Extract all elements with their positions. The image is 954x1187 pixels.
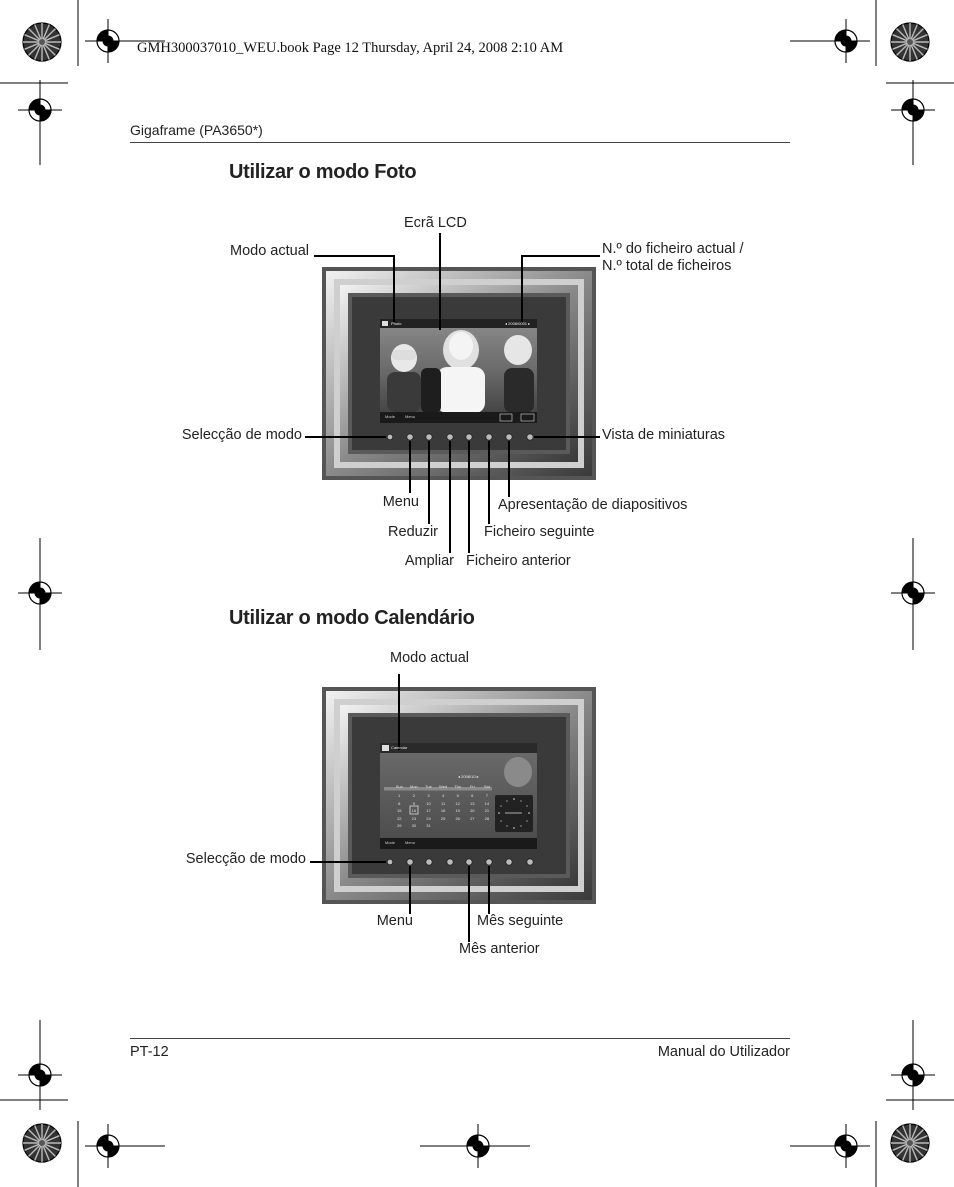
calendar-day: 23: [411, 815, 417, 821]
section-title-calendar: Utilizar o modo Calendário: [229, 607, 475, 629]
calendar-weekday: Mon: [410, 784, 418, 789]
calendar-day: 20: [470, 808, 475, 814]
calendar-day: 31: [426, 823, 431, 829]
calendar-day: 5: [456, 793, 459, 798]
label-prev-file: Ficheiro anterior: [466, 553, 571, 569]
label-lcd: Ecrã LCD: [404, 215, 467, 231]
calendar-day: 19: [455, 808, 460, 814]
label-slideshow: Apresentação de diapositivos: [498, 497, 688, 513]
prev-month-button: [466, 859, 472, 865]
calendar-day: 17: [426, 808, 431, 814]
calendar-day: 22: [397, 815, 402, 821]
calendar-weekday: Thu: [454, 784, 462, 789]
calendar-day: 10: [426, 800, 431, 806]
cal-menu-button: [407, 859, 413, 865]
calendar-month-text: ◂ 2008/10 ▸: [458, 774, 479, 779]
calendar-day: 16: [411, 808, 417, 814]
label-zoom-out: Reduzir: [388, 524, 438, 540]
photo-mode-text: Photo: [391, 321, 402, 326]
section-title-photo: Utilizar o modo Foto: [229, 161, 417, 183]
calendar-day: 6: [471, 793, 474, 798]
calendar-day: 13: [470, 800, 475, 806]
analog-clock: [495, 795, 533, 832]
label-prev-month: Mês anterior: [459, 941, 540, 957]
calendar-day: 24: [426, 815, 431, 821]
calendar-weekday: Fri: [469, 784, 475, 789]
calendar-softkey-menu: Menu: [405, 840, 416, 845]
calendar-day: 28: [484, 815, 490, 821]
calendar-day: 3: [427, 793, 430, 798]
next-month-button: [486, 859, 492, 865]
photo-softkey-mode: Mode: [385, 414, 396, 419]
calendar-day: 15: [397, 808, 402, 814]
footer-rule: [130, 1038, 790, 1039]
label-cal-current-mode: Modo actual: [390, 650, 469, 666]
calendar-day: 12: [455, 800, 460, 806]
print-info: GMH300037010_WEU.book Page 12 Thursday, April 24, 2008 2:10 AM: [137, 40, 564, 56]
calendar-day: 30: [411, 823, 417, 829]
calendar-day: 7: [485, 793, 488, 798]
calendar-day: 25: [440, 815, 446, 821]
label-thumbnail-view: Vista de miniaturas: [602, 427, 726, 443]
calendar-softkey-mode: Mode: [385, 840, 396, 845]
label-next-month: Mês seguinte: [477, 913, 564, 929]
calendar-mode-text: Calendar: [391, 745, 408, 750]
calendar-day: 1: [398, 793, 401, 798]
calendar-weekday: Wed: [439, 784, 448, 789]
calendar-day: 21: [484, 808, 490, 814]
label-zoom-in: Ampliar: [404, 553, 454, 569]
label-cal-mode-select: Selecção de modo: [185, 851, 306, 867]
calendar-mode-icon: [382, 745, 389, 751]
calendar-weekday: Tue: [425, 784, 432, 789]
footer-manual-title: Manual do Utilizador: [657, 1044, 790, 1060]
calendar-day: 8: [398, 800, 401, 806]
label-file-counter-1: N.º do ficheiro actual /: [602, 241, 744, 257]
label-menu: Menu: [382, 494, 419, 510]
label-cal-menu: Menu: [376, 913, 413, 929]
calendar-day: 14: [484, 800, 490, 806]
calendar-day: 2: [412, 793, 415, 798]
cal-mode-select-button: [387, 859, 393, 865]
calendar-weekday: Sun: [395, 784, 403, 789]
calendar-day: 18: [440, 808, 446, 814]
calendar-day: 27: [470, 815, 475, 821]
calendar-day: 11: [441, 800, 446, 806]
label-mode-select: Selecção de modo: [181, 427, 302, 443]
calendar-weekday: Sat: [483, 784, 490, 789]
label-file-counter-2: N.º total de ficheiros: [602, 258, 732, 274]
calendar-day: 26: [455, 815, 460, 821]
calendar-day: 4: [441, 793, 445, 798]
label-next-file: Ficheiro seguinte: [484, 524, 595, 540]
calendar-day: 29: [397, 823, 402, 829]
photo-counter-text: ◂ 2008/0001 ▸: [505, 321, 531, 326]
photo-softkey-menu: Menu: [405, 414, 416, 419]
footer-page-number: PT-12: [130, 1044, 169, 1060]
running-header: Gigaframe (PA3650*): [130, 122, 263, 138]
calendar-day: 9: [412, 800, 415, 806]
label-current-mode: Modo actual: [230, 243, 309, 259]
